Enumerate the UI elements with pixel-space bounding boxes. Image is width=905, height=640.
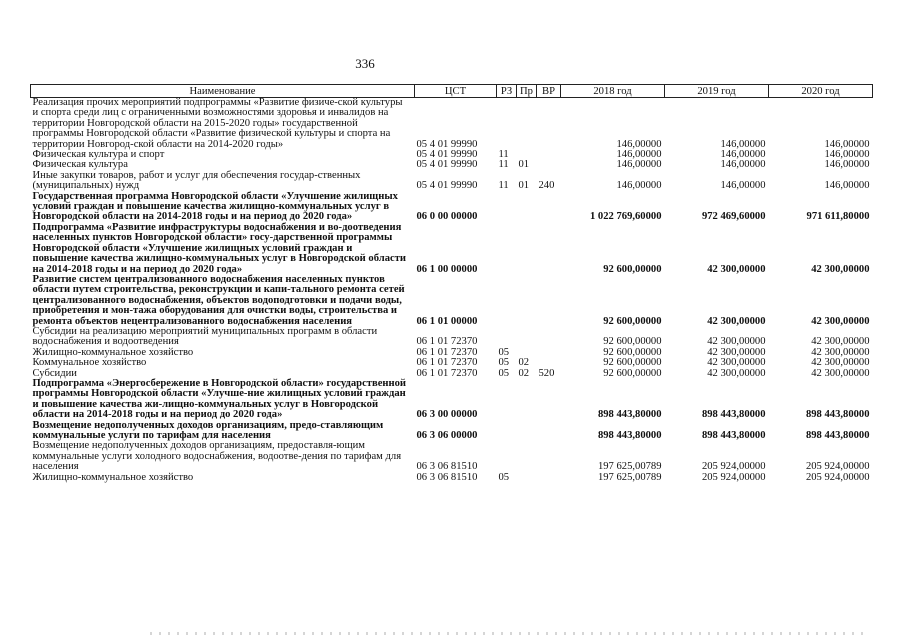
row-pr bbox=[517, 327, 537, 348]
row-rz bbox=[497, 192, 517, 223]
table-body bbox=[31, 98, 873, 484]
table-row bbox=[31, 223, 873, 275]
row-vr bbox=[537, 223, 561, 275]
row-2020: 205 924,00000 bbox=[805, 471, 870, 483]
row-vr bbox=[537, 358, 561, 368]
row-name: Физическая культура и спорт bbox=[32, 149, 165, 161]
row-2018: 92 600,00000 bbox=[603, 367, 662, 379]
row-rz bbox=[497, 275, 517, 327]
row-name: Подпрограмма «Развитие инфраструктуры водоснабжения и во-доотведения населенных пунктов Новгородской области» госу-дарственной программы Новгородской области «Улучшение жилищных условий граждан и повышение качества жилищно-коммунальных услуг в Новгородской области на 2014-2018 годы и на период до 2020 года» bbox=[32, 221, 406, 275]
row-name: Возмещение недополученных доходов организациям, предоставля-ющим коммунальные услуги холодного водоснабжения, водоотве-дения по тарифам для населения bbox=[32, 440, 402, 473]
row-2018: 197 625,00789 bbox=[597, 471, 662, 483]
header-cst: ЦСТ bbox=[415, 85, 497, 98]
row-2020: 42 300,00000 bbox=[811, 346, 870, 358]
row-2018: 92 600,00000 bbox=[603, 346, 662, 358]
row-2019: 42 300,00000 bbox=[707, 357, 766, 369]
row-2020: 146,00000 bbox=[824, 138, 870, 150]
row-vr bbox=[537, 98, 561, 151]
header-pr: Пр bbox=[517, 85, 537, 98]
row-cst: 05 4 01 99990 bbox=[416, 138, 478, 150]
row-rz: 11 bbox=[498, 149, 509, 161]
row-cst: 06 1 01 72370 bbox=[416, 357, 478, 369]
row-vr: 520 bbox=[538, 367, 555, 379]
row-pr: 01 bbox=[518, 159, 530, 171]
table-row bbox=[31, 98, 873, 151]
row-pr bbox=[517, 441, 537, 472]
row-2018: 898 443,80000 bbox=[597, 409, 662, 421]
row-vr bbox=[537, 473, 561, 483]
table-row bbox=[31, 327, 873, 348]
row-vr: 240 bbox=[538, 180, 555, 192]
page-number: 336 bbox=[355, 56, 375, 71]
row-2019: 146,00000 bbox=[720, 159, 766, 171]
row-rz bbox=[497, 223, 517, 275]
table-row bbox=[31, 275, 873, 327]
table-row bbox=[31, 379, 873, 421]
row-pr bbox=[517, 379, 537, 421]
row-2019: 205 924,00000 bbox=[701, 471, 766, 483]
row-cst: 06 1 01 00000 bbox=[416, 315, 478, 327]
row-2020: 42 300,00000 bbox=[811, 336, 870, 348]
scan-artifact bbox=[150, 632, 870, 635]
row-cst: 06 3 00 00000 bbox=[416, 409, 478, 421]
row-2018: 146,00000 bbox=[616, 159, 662, 171]
row-cst: 06 1 01 72370 bbox=[416, 336, 478, 348]
row-vr bbox=[537, 421, 561, 442]
row-2019: 972 469,60000 bbox=[701, 211, 766, 223]
header-rz: РЗ bbox=[497, 85, 517, 98]
row-name: Жилищно-коммунальное хозяйство bbox=[32, 471, 194, 483]
row-pr bbox=[517, 223, 537, 275]
table-row bbox=[31, 171, 873, 192]
row-pr bbox=[517, 421, 537, 442]
table-row bbox=[31, 358, 873, 368]
row-vr bbox=[537, 348, 561, 358]
row-rz bbox=[497, 441, 517, 472]
row-cst: 06 0 00 00000 bbox=[416, 211, 478, 223]
header-row bbox=[31, 85, 873, 98]
row-2019: 42 300,00000 bbox=[707, 367, 766, 379]
row-rz bbox=[497, 327, 517, 348]
row-name: Коммунальное хозяйство bbox=[32, 357, 147, 369]
row-name: Подпрограмма «Энергосбережение в Новгородской области» государственной программы Новгородской области «Улучше-ние жилищных условий граждан и повышение качества жи-лищно-коммунальных услуг в Новгородской области на 2014-2018 годы и на период до 2020 года» bbox=[32, 377, 407, 421]
row-rz bbox=[497, 421, 517, 442]
row-2019: 42 300,00000 bbox=[707, 346, 766, 358]
row-vr bbox=[537, 327, 561, 348]
row-cst: 06 1 01 72370 bbox=[416, 367, 478, 379]
row-vr bbox=[537, 160, 561, 170]
row-pr bbox=[517, 192, 537, 223]
row-cst: 06 1 00 00000 bbox=[416, 263, 478, 275]
row-2019: 42 300,00000 bbox=[707, 263, 766, 275]
row-2018: 92 600,00000 bbox=[603, 336, 662, 348]
row-rz bbox=[497, 379, 517, 421]
table-row bbox=[31, 441, 873, 472]
row-name: Жилищно-коммунальное хозяйство bbox=[32, 346, 194, 358]
row-2018: 1 022 769,60000 bbox=[589, 211, 662, 223]
row-vr bbox=[537, 192, 561, 223]
row-pr bbox=[517, 473, 537, 483]
row-cst: 05 4 01 99990 bbox=[416, 180, 478, 192]
row-2019: 146,00000 bbox=[720, 138, 766, 150]
table-row bbox=[31, 473, 873, 483]
row-2018: 197 625,00789 bbox=[597, 461, 662, 473]
row-2020: 42 300,00000 bbox=[811, 263, 870, 275]
row-2018: 92 600,00000 bbox=[603, 357, 662, 369]
row-cst: 06 3 06 81510 bbox=[416, 461, 478, 473]
row-pr bbox=[517, 98, 537, 151]
row-cst: 06 3 06 00000 bbox=[416, 430, 478, 441]
row-rz: 05 bbox=[498, 367, 510, 379]
row-vr bbox=[537, 275, 561, 327]
row-2020: 146,00000 bbox=[824, 159, 870, 171]
row-pr: 01 bbox=[518, 180, 530, 192]
row-2019: 146,00000 bbox=[720, 180, 766, 192]
row-2019: 146,00000 bbox=[720, 149, 766, 161]
row-cst: 05 4 01 99990 bbox=[416, 159, 478, 171]
row-name: Возмещение недополученных доходов организациям, предо-ставляющим коммунальные услуги по тарифам для населения bbox=[32, 419, 384, 441]
row-2019: 205 924,00000 bbox=[701, 461, 766, 473]
row-2020: 42 300,00000 bbox=[811, 357, 870, 369]
row-2018: 898 443,80000 bbox=[597, 430, 662, 441]
row-2020: 971 611,80000 bbox=[806, 211, 870, 223]
row-pr bbox=[517, 275, 537, 327]
row-name: Субсидии bbox=[32, 367, 77, 379]
table-row bbox=[31, 421, 873, 442]
row-pr: 02 bbox=[518, 367, 530, 379]
row-name: Государственная программа Новгородской области «Улучшение жилищных условий граждан и повышение качества жилищно-коммунальных услуг в Новгородской области на 2014-2018 годы и на период до 2020 года» bbox=[32, 190, 398, 223]
row-name: Физическая культура bbox=[32, 159, 128, 171]
row-rz: 11 bbox=[498, 180, 509, 192]
table-row bbox=[31, 192, 873, 223]
row-cst: 05 4 01 99990 bbox=[416, 149, 478, 161]
header-name: Наименование bbox=[31, 85, 415, 98]
row-rz bbox=[497, 98, 517, 151]
row-2020: 205 924,00000 bbox=[805, 461, 870, 473]
row-2019: 898 443,80000 bbox=[701, 430, 766, 441]
row-2020: 42 300,00000 bbox=[811, 315, 870, 327]
row-rz: 05 bbox=[498, 357, 510, 369]
row-2018: 146,00000 bbox=[616, 138, 662, 150]
row-2018: 146,00000 bbox=[616, 149, 662, 161]
row-2018: 92 600,00000 bbox=[603, 263, 662, 275]
header-vr: ВР bbox=[537, 85, 561, 98]
row-name: Субсидии на реализацию мероприятий муниципальных программ в области водоснабжения и водоотведения bbox=[32, 325, 378, 348]
row-2020: 898 443,80000 bbox=[805, 409, 870, 421]
row-rz: 05 bbox=[498, 346, 510, 358]
row-vr bbox=[537, 441, 561, 472]
row-2020: 42 300,00000 bbox=[811, 367, 870, 379]
row-2018: 146,00000 bbox=[616, 180, 662, 192]
row-rz: 11 bbox=[498, 159, 509, 171]
row-2020: 898 443,80000 bbox=[805, 430, 870, 441]
budget-table bbox=[30, 84, 873, 483]
row-cst: 06 3 06 81510 bbox=[416, 471, 478, 483]
row-name: Развитие систем централизованного водоснабжения населенных пунктов области путем строительства, реконструкции и капи-тального ремонта сетей централизованного водоснабжения, объектов водоподготовки и подачи воды, приобретения и мон-тажа оборудования для очистки воды, строительства и ремонта объектов нецентрализованного водоснабжения населения bbox=[32, 273, 405, 327]
row-2019: 898 443,80000 bbox=[701, 409, 766, 421]
row-name: Реализация прочих мероприятий подпрограммы «Развитие физиче-ской культуры и спорта среди лиц с ограниченными возможностями здоровья и инвалидов на территории Новгородской области на 2015-2020 годы» государственной программы Новгородской области «Развитие физической культуры и спорта на территории Новгород-ской области на 2014-2020 годы» bbox=[32, 97, 403, 150]
header-2019: 2019 год bbox=[665, 85, 769, 98]
row-2019: 42 300,00000 bbox=[707, 315, 766, 327]
header-2018: 2018 год bbox=[561, 85, 665, 98]
row-2020: 146,00000 bbox=[824, 149, 870, 161]
row-vr bbox=[537, 379, 561, 421]
row-name: Иные закупки товаров, работ и услуг для обеспечения государ-ственных (муниципальных) нужд bbox=[32, 169, 361, 192]
row-pr: 02 bbox=[518, 357, 530, 369]
row-rz: 05 bbox=[498, 471, 510, 483]
row-cst: 06 1 01 72370 bbox=[416, 346, 478, 358]
row-vr bbox=[537, 150, 561, 160]
row-2019: 42 300,00000 bbox=[707, 336, 766, 348]
row-2020: 146,00000 bbox=[824, 180, 870, 192]
header-2020: 2020 год bbox=[769, 85, 873, 98]
row-2018: 92 600,00000 bbox=[603, 315, 662, 327]
